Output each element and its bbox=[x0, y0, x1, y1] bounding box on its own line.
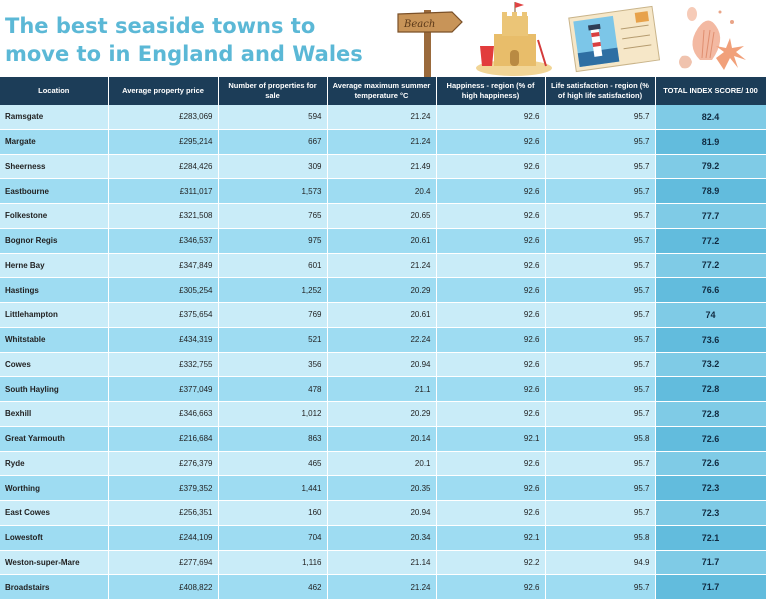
table-row bbox=[0, 154, 766, 179]
value-cell: £346,663 bbox=[108, 402, 218, 427]
value-cell: 92.6 bbox=[436, 377, 545, 402]
value-cell: 601 bbox=[218, 253, 327, 278]
score-cell: 79.2 bbox=[655, 154, 766, 179]
table-row bbox=[0, 575, 766, 600]
location-cell: Bexhill bbox=[0, 402, 108, 427]
value-cell: 594 bbox=[218, 105, 327, 129]
location-cell: Sheerness bbox=[0, 154, 108, 179]
value-cell: 95.7 bbox=[545, 278, 655, 303]
table-row bbox=[0, 402, 766, 427]
value-cell: 20.35 bbox=[327, 476, 436, 501]
score-cell: 72.6 bbox=[655, 451, 766, 476]
table-row bbox=[0, 105, 766, 129]
score-cell: 77.2 bbox=[655, 228, 766, 253]
score-cell: 72.1 bbox=[655, 525, 766, 550]
value-cell: £305,254 bbox=[108, 278, 218, 303]
value-cell: 20.61 bbox=[327, 228, 436, 253]
value-cell: 92.6 bbox=[436, 228, 545, 253]
location-cell: Whitstable bbox=[0, 327, 108, 352]
column-header: Average property price bbox=[108, 77, 218, 105]
value-cell: £244,109 bbox=[108, 525, 218, 550]
value-cell: 92.6 bbox=[436, 501, 545, 526]
value-cell: £276,379 bbox=[108, 451, 218, 476]
table-row bbox=[0, 129, 766, 154]
value-cell: 95.8 bbox=[545, 426, 655, 451]
value-cell: 95.7 bbox=[545, 352, 655, 377]
table-row bbox=[0, 352, 766, 377]
value-cell: 92.2 bbox=[436, 550, 545, 575]
value-cell: £295,214 bbox=[108, 129, 218, 154]
value-cell: 92.6 bbox=[436, 129, 545, 154]
score-cell: 82.4 bbox=[655, 105, 766, 129]
value-cell: 765 bbox=[218, 204, 327, 229]
table-row bbox=[0, 377, 766, 402]
value-cell: £283,069 bbox=[108, 105, 218, 129]
value-cell: 20.29 bbox=[327, 278, 436, 303]
location-cell: Broadstairs bbox=[0, 575, 108, 600]
table-row bbox=[0, 525, 766, 550]
value-cell: 95.7 bbox=[545, 179, 655, 204]
value-cell: 769 bbox=[218, 303, 327, 328]
value-cell: £321,508 bbox=[108, 204, 218, 229]
seaside-towns-table bbox=[0, 77, 766, 600]
value-cell: 95.7 bbox=[545, 402, 655, 427]
score-cell: 77.7 bbox=[655, 204, 766, 229]
value-cell: 92.6 bbox=[436, 303, 545, 328]
table-row bbox=[0, 327, 766, 352]
value-cell: 92.1 bbox=[436, 525, 545, 550]
value-cell: 20.65 bbox=[327, 204, 436, 229]
value-cell: 21.24 bbox=[327, 253, 436, 278]
location-cell: Weston-super-Mare bbox=[0, 550, 108, 575]
value-cell: 20.14 bbox=[327, 426, 436, 451]
value-cell: 21.14 bbox=[327, 550, 436, 575]
score-cell: 72.3 bbox=[655, 476, 766, 501]
value-cell: 21.24 bbox=[327, 105, 436, 129]
table-header-row bbox=[0, 77, 766, 105]
seashells-icon bbox=[672, 0, 762, 77]
value-cell: 95.7 bbox=[545, 327, 655, 352]
value-cell: 20.29 bbox=[327, 402, 436, 427]
location-cell: South Hayling bbox=[0, 377, 108, 402]
value-cell: £379,352 bbox=[108, 476, 218, 501]
value-cell: £347,849 bbox=[108, 253, 218, 278]
value-cell: 95.7 bbox=[545, 228, 655, 253]
score-cell: 72.6 bbox=[655, 426, 766, 451]
value-cell: 92.6 bbox=[436, 352, 545, 377]
table-row bbox=[0, 303, 766, 328]
column-header: Happiness - region (% of high happiness) bbox=[436, 77, 545, 105]
location-cell: Ryde bbox=[0, 451, 108, 476]
score-cell: 77.2 bbox=[655, 253, 766, 278]
location-cell: Margate bbox=[0, 129, 108, 154]
value-cell: £311,017 bbox=[108, 179, 218, 204]
table-row bbox=[0, 451, 766, 476]
column-header: Average maximum summer temperature °C bbox=[327, 77, 436, 105]
location-cell: Bognor Regis bbox=[0, 228, 108, 253]
value-cell: 22.24 bbox=[327, 327, 436, 352]
value-cell: 95.7 bbox=[545, 575, 655, 600]
table-row bbox=[0, 179, 766, 204]
value-cell: 92.6 bbox=[436, 402, 545, 427]
value-cell: 95.7 bbox=[545, 105, 655, 129]
score-cell: 72.3 bbox=[655, 501, 766, 526]
score-cell: 73.2 bbox=[655, 352, 766, 377]
value-cell: £377,049 bbox=[108, 377, 218, 402]
value-cell: 92.6 bbox=[436, 204, 545, 229]
location-cell: Folkestone bbox=[0, 204, 108, 229]
table-row bbox=[0, 204, 766, 229]
value-cell: £332,755 bbox=[108, 352, 218, 377]
value-cell: 975 bbox=[218, 228, 327, 253]
column-header: Location bbox=[0, 77, 108, 105]
value-cell: 1,573 bbox=[218, 179, 327, 204]
value-cell: £408,822 bbox=[108, 575, 218, 600]
location-cell: Littlehampton bbox=[0, 303, 108, 328]
value-cell: 92.6 bbox=[436, 278, 545, 303]
header bbox=[0, 0, 766, 77]
value-cell: 95.7 bbox=[545, 204, 655, 229]
column-header: TOTAL INDEX SCORE/ 100 bbox=[655, 77, 766, 105]
value-cell: 20.1 bbox=[327, 451, 436, 476]
value-cell: 95.7 bbox=[545, 377, 655, 402]
value-cell: 704 bbox=[218, 525, 327, 550]
value-cell: 92.6 bbox=[436, 105, 545, 129]
score-cell: 72.8 bbox=[655, 377, 766, 402]
location-cell: Herne Bay bbox=[0, 253, 108, 278]
value-cell: 95.7 bbox=[545, 451, 655, 476]
value-cell: £256,351 bbox=[108, 501, 218, 526]
value-cell: 309 bbox=[218, 154, 327, 179]
value-cell: 95.7 bbox=[545, 501, 655, 526]
value-cell: £375,654 bbox=[108, 303, 218, 328]
score-cell: 73.6 bbox=[655, 327, 766, 352]
column-header: Number of properties for sale bbox=[218, 77, 327, 105]
score-cell: 76.6 bbox=[655, 278, 766, 303]
value-cell: £216,684 bbox=[108, 426, 218, 451]
score-cell: 72.8 bbox=[655, 402, 766, 427]
value-cell: 92.6 bbox=[436, 575, 545, 600]
table-row bbox=[0, 501, 766, 526]
location-cell: Ramsgate bbox=[0, 105, 108, 129]
location-cell: Eastbourne bbox=[0, 179, 108, 204]
value-cell: 478 bbox=[218, 377, 327, 402]
score-cell: 81.9 bbox=[655, 129, 766, 154]
score-cell: 74 bbox=[655, 303, 766, 328]
beach-sign-icon bbox=[392, 0, 466, 77]
column-header: Life satisfaction - region (% of high life satisfaction) bbox=[545, 77, 655, 105]
value-cell: 95.7 bbox=[545, 129, 655, 154]
location-cell: Lowestoft bbox=[0, 525, 108, 550]
value-cell: 667 bbox=[218, 129, 327, 154]
value-cell: 465 bbox=[218, 451, 327, 476]
value-cell: 1,441 bbox=[218, 476, 327, 501]
value-cell: 462 bbox=[218, 575, 327, 600]
value-cell: 92.6 bbox=[436, 154, 545, 179]
value-cell: £434,319 bbox=[108, 327, 218, 352]
value-cell: 521 bbox=[218, 327, 327, 352]
value-cell: 92.6 bbox=[436, 451, 545, 476]
postcard-icon bbox=[564, 0, 664, 77]
table-row bbox=[0, 228, 766, 253]
value-cell: 95.7 bbox=[545, 253, 655, 278]
value-cell: 20.94 bbox=[327, 352, 436, 377]
location-cell: Great Yarmouth bbox=[0, 426, 108, 451]
table-row bbox=[0, 426, 766, 451]
sandcastle-icon bbox=[472, 0, 554, 77]
value-cell: 92.6 bbox=[436, 476, 545, 501]
score-cell: 78.9 bbox=[655, 179, 766, 204]
value-cell: 94.9 bbox=[545, 550, 655, 575]
value-cell: 1,012 bbox=[218, 402, 327, 427]
value-cell: 20.61 bbox=[327, 303, 436, 328]
table-row bbox=[0, 476, 766, 501]
value-cell: 95.8 bbox=[545, 525, 655, 550]
score-cell: 71.7 bbox=[655, 550, 766, 575]
value-cell: 20.4 bbox=[327, 179, 436, 204]
value-cell: £346,537 bbox=[108, 228, 218, 253]
value-cell: 92.6 bbox=[436, 327, 545, 352]
table-row bbox=[0, 253, 766, 278]
value-cell: 1,116 bbox=[218, 550, 327, 575]
value-cell: 20.34 bbox=[327, 525, 436, 550]
page-title: The best seaside towns to move to in England and Wales bbox=[5, 14, 363, 66]
value-cell: 863 bbox=[218, 426, 327, 451]
value-cell: 160 bbox=[218, 501, 327, 526]
table-row bbox=[0, 550, 766, 575]
value-cell: 95.7 bbox=[545, 476, 655, 501]
value-cell: 95.7 bbox=[545, 303, 655, 328]
value-cell: 21.49 bbox=[327, 154, 436, 179]
score-cell: 71.7 bbox=[655, 575, 766, 600]
location-cell: Worthing bbox=[0, 476, 108, 501]
sign-text: Beach bbox=[404, 19, 436, 30]
location-cell: Hastings bbox=[0, 278, 108, 303]
location-cell: Cowes bbox=[0, 352, 108, 377]
value-cell: 21.24 bbox=[327, 129, 436, 154]
value-cell: 92.6 bbox=[436, 179, 545, 204]
value-cell: £284,426 bbox=[108, 154, 218, 179]
value-cell: 95.7 bbox=[545, 154, 655, 179]
value-cell: 1,252 bbox=[218, 278, 327, 303]
value-cell: 20.94 bbox=[327, 501, 436, 526]
location-cell: East Cowes bbox=[0, 501, 108, 526]
table-row bbox=[0, 278, 766, 303]
value-cell: 356 bbox=[218, 352, 327, 377]
value-cell: £277,694 bbox=[108, 550, 218, 575]
value-cell: 21.1 bbox=[327, 377, 436, 402]
value-cell: 21.24 bbox=[327, 575, 436, 600]
value-cell: 92.6 bbox=[436, 253, 545, 278]
value-cell: 92.1 bbox=[436, 426, 545, 451]
